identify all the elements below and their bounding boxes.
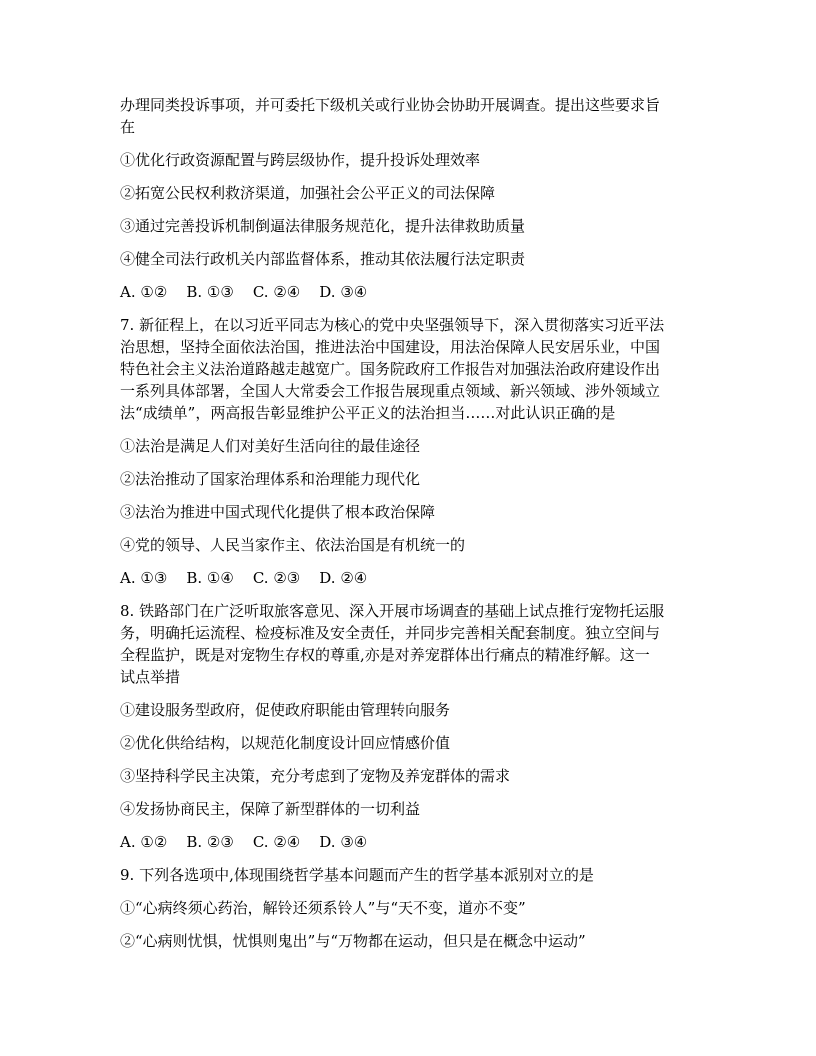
q7-answer-choices: A. ①③ B. ①④ C. ②③ D. ②④	[120, 569, 368, 587]
q7-option-1: ①法治是满足人们对美好生活向往的最佳途径	[120, 437, 421, 455]
text-line: 法“成绩单”，两高报告彰显维护公平正义的法治担当……对此认识正确的是	[120, 404, 616, 422]
text-line: 全程监护，既是对宠物生存权的尊重,亦是对养宠群体出行痛点的精准纾解。这一	[120, 646, 650, 664]
q9-option-2: ②“心病则忧惧，忧惧则鬼出”与“万物都在运动，但只是在概念中运动”	[120, 932, 586, 950]
text-line: 8. 铁路部门在广泛听取旅客意见、深入开展市场调查的基础上试点推行宠物托运服	[120, 602, 665, 620]
q8-option-2: ②优化供给结构，以规范化制度设计回应情感价值	[120, 734, 451, 752]
q8-stem	[120, 600, 698, 688]
text-line: 务，明确托运流程、检疫标准及安全责任，并同步完善相关配套制度。独立空间与	[120, 624, 661, 642]
text-line: 9. 下列各选项中,体现围绕哲学基本问题而产生的哲学基本派别对立的是	[120, 866, 594, 884]
text-line: 在	[120, 118, 136, 136]
q6-option-1: ①优化行政资源配置与跨层级协作，提升投诉处理效率	[120, 151, 481, 169]
q9-option-1: ①“心病终须心药治，解铃还须系铃人”与“天不变，道亦不变”	[120, 899, 526, 917]
q6-stem-continuation	[120, 94, 698, 138]
q6-option-2: ②拓宽公民权利救济渠道，加强社会公平正义的司法保障	[120, 184, 496, 202]
q8-answer-choices: A. ①② B. ②③ C. ②④ D. ③④	[120, 833, 368, 851]
q8-option-1: ①建设服务型政府，促使政府职能由管理转向服务	[120, 701, 451, 719]
q7-option-3: ③法治为推进中国式现代化提供了根本政治保障	[120, 503, 436, 521]
q9-stem	[120, 864, 698, 886]
q6-option-3: ③通过完善投诉机制倒逼法律服务规范化，提升法律救助质量	[120, 217, 526, 235]
q6-option-4: ④健全司法行政机关内部监督体系，推动其依法履行法定职责	[120, 250, 526, 268]
text-line: 治思想，坚持全面依法治国，推进法治中国建设，用法治保障人民安居乐业，中国	[120, 338, 661, 356]
text-line: 7. 新征程上，在以习近平同志为核心的党中央坚强领导下，深入贯彻落实习近平法	[120, 316, 665, 334]
text-line: 试点举措	[120, 668, 181, 686]
q8-option-4: ④发扬协商民主，保障了新型群体的一切利益	[120, 800, 421, 818]
q8-option-3: ③坚持科学民主决策，充分考虑到了宠物及养宠群体的需求	[120, 767, 511, 785]
text-line: 办理同类投诉事项，并可委托下级机关或行业协会协助开展调查。提出这些要求旨	[120, 96, 661, 114]
text-line: 特色社会主义法治道路越走越宽广。国务院政府工作报告对加强法治政府建设作出	[120, 360, 661, 378]
q7-option-4: ④党的领导、人民当家作主、依法治国是有机统一的	[120, 536, 466, 554]
q7-stem	[120, 314, 698, 424]
q7-option-2: ②法治推动了国家治理体系和治理能力现代化	[120, 470, 421, 488]
q6-answer-choices: A. ①② B. ①③ C. ②④ D. ③④	[120, 283, 368, 301]
text-line: 一系列具体部署，全国人大常委会工作报告展现重点领域、新兴领域、涉外领域立	[120, 382, 661, 400]
document-page	[120, 94, 698, 963]
